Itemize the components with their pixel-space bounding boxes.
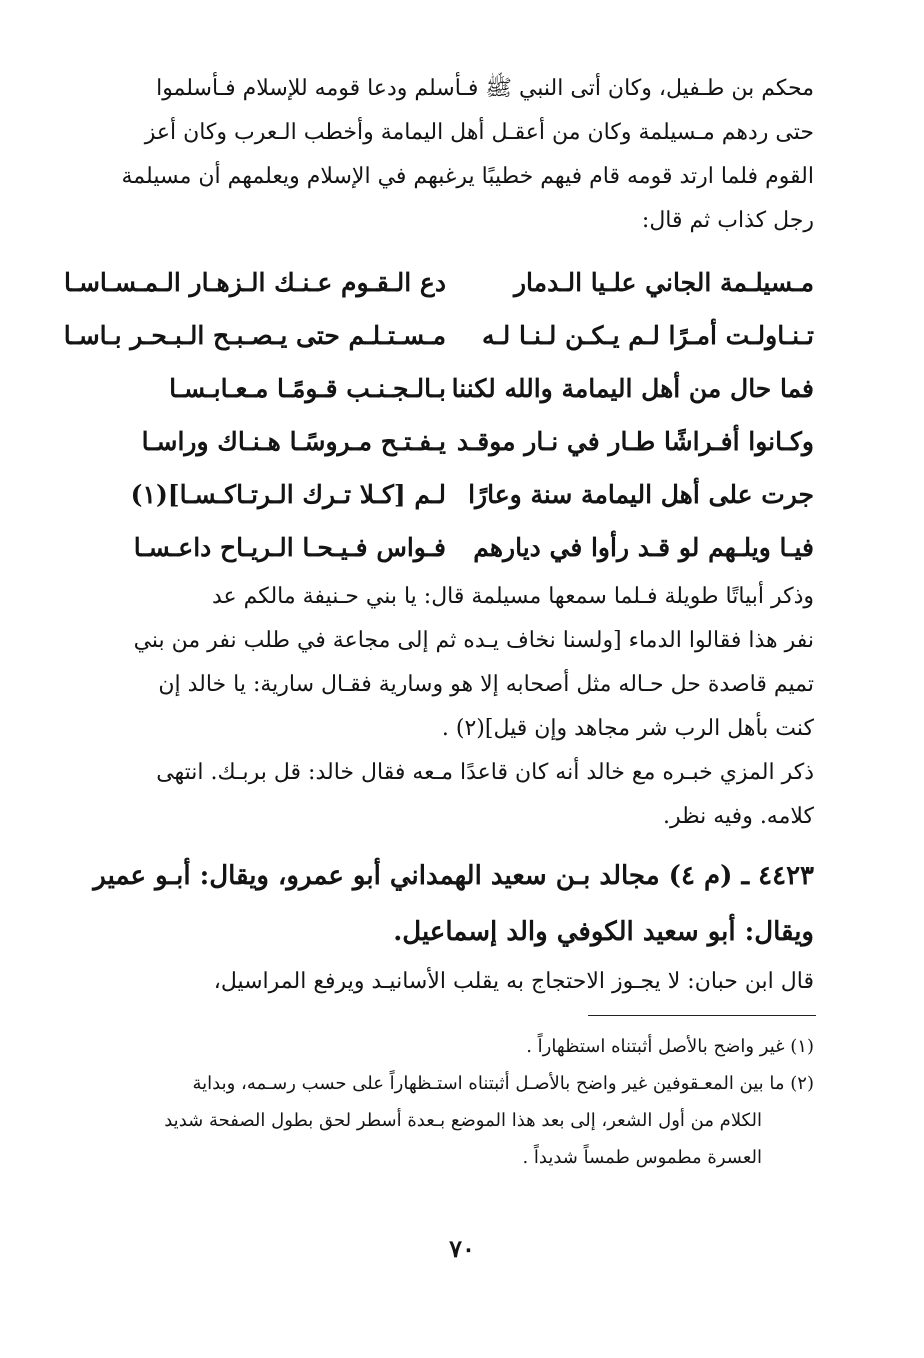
- verse-first-hemistich: فما حال من أهل اليمامة والله لكننا: [451, 374, 814, 403]
- text-line: نفر هذا فقالوا الدماء [ولسنا نخاف يـده ثم إلى مجاعة في طلب نفر من بني: [133, 628, 814, 653]
- verse-first-hemistich: جرت على أهل اليمامة سنة وعارًا: [468, 480, 814, 509]
- footnote-1: (١) غير واضح بالأصل أثبتناه استظهاراً .: [526, 1036, 814, 1057]
- text-line: كنت بأهل الرب شر مجاهد وإن قيل](٢) .: [441, 716, 814, 741]
- text-line: وذكر أبياتًا طويلة فـلما سمعها مسيلمة قال: يا بني حـنيفة مالكم عد: [211, 584, 814, 609]
- verse-second-hemistich: دع الـقـوم عـنـك الـزهـار الـمـسـاسـا: [64, 268, 446, 297]
- footnote-2-line: العسرة مطموس طمساً شديداً .: [522, 1147, 762, 1168]
- mizzi-note-paragraph: [108, 751, 814, 839]
- verse-first-hemistich: مـسيلـمة الجاني علـيا الـدمار: [513, 268, 814, 297]
- verse-second-hemistich: فـواس فـيـحـا الـريـاح داعـسـا: [133, 533, 446, 562]
- verse-first-hemistich: تـنـاولـت أمـرًا لـم يـكـن لـنـا لـه: [481, 321, 814, 350]
- text-line: حتى ردهم مـسيلمة وكان من أعقـل أهل اليمامة وأخطب الـعرب وكان أعز: [144, 120, 814, 145]
- text-line: كلامه. وفيه نظر.: [662, 804, 814, 829]
- footnote-2-line: (٢) ما بين المعـقوفين غير واضح بالأصـل أثبتناه استـظهاراً على حسب رسـمه، وبداية: [192, 1073, 814, 1094]
- intro-paragraph: [108, 67, 814, 243]
- poem-verse: [64, 256, 814, 309]
- verse-second-hemistich: يـفـتـح مـروسًـا هـنـاك وراسـا: [141, 427, 446, 456]
- poem-verse: [63, 309, 814, 362]
- poem-verse: [108, 362, 814, 415]
- poem-verse: [108, 415, 814, 468]
- heading-line: ويقال: أبو سعيد الكوفي والد إسماعيل.: [393, 917, 814, 947]
- footnote-2-line: الكلام من أول الشعر، إلى بعد هذا الموضع بـعدة أسطر لحق بطول الصفحة شديد: [164, 1110, 762, 1131]
- text-line: ذكر المزي خبـره مع خالد أنه كان قاعدًا مـعه فقال خالد: قل بربـك. انتهى: [156, 760, 814, 785]
- verse-first-hemistich: وكـانوا أفـراشًا طـار في نـار موقـد: [456, 427, 814, 456]
- verse-second-hemistich: لـم [كـلا تـرك الـرتـاكـسـا](١): [130, 480, 446, 509]
- verse-second-hemistich: مـسـتـلـم حتى يـصـبـح الـبـحـر بـاسـا: [63, 321, 446, 350]
- text-line: تميم قاصدة حل حـاله مثل أصحابه إلا هو وسارية فقـال سارية: يا خالد إن: [158, 672, 814, 697]
- after-poem-paragraph: [108, 575, 814, 751]
- verse-second-hemistich: بـالـجـنـب قـومًـا مـعـابـسـا: [169, 374, 446, 403]
- footnote-separator: [588, 1015, 816, 1016]
- poem-block: [63, 256, 814, 574]
- poem-verse: [108, 468, 814, 521]
- page-number: ٧٠: [449, 1234, 475, 1263]
- text-line: محكم بن طـفيل، وكان أتى النبي ﷺ فـأسلم ودعا قومه للإسلام فـأسلموا: [156, 76, 814, 101]
- text-line: القوم فلما ارتد قومه قام فيهم خطيبًا يرغبهم في الإسلام ويعلمهم أن مسيلمة: [121, 164, 814, 189]
- entry-heading: [93, 848, 814, 960]
- text-line: رجل كذاب ثم قال:: [641, 208, 814, 233]
- footnotes-block: [108, 1028, 814, 1176]
- entry-body-paragraph: [108, 960, 814, 1004]
- heading-line: ٤٤٢٣ ـ (م ٤) مجالد بـن سعيد الهمداني أبو عمرو، ويقال: أبـو عمير: [93, 861, 814, 891]
- poem-verse: [108, 521, 814, 574]
- verse-first-hemistich: فيـا ويلـهم لو قـد رأوا في ديارهم: [473, 533, 814, 562]
- text-line: قال ابن حبان: لا يجـوز الاحتجاج به يقلب الأسانيـد ويرفع المراسيل،: [213, 969, 814, 994]
